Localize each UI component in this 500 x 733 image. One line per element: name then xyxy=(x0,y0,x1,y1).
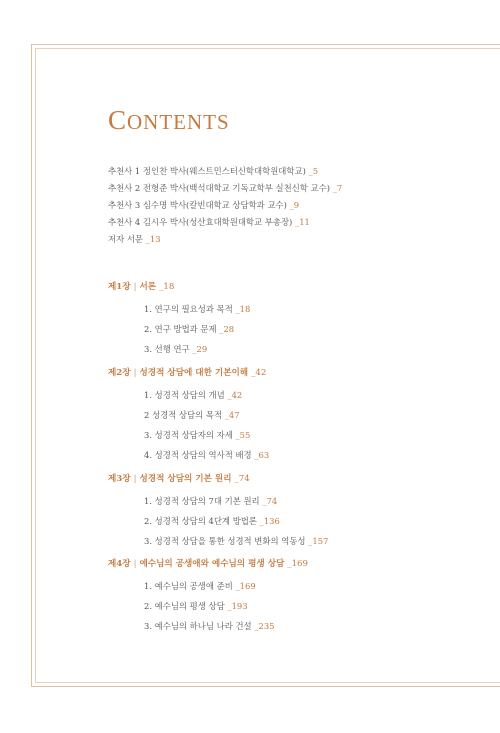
chapter-number: 제2장 xyxy=(108,368,131,378)
section-item[interactable] xyxy=(144,319,250,339)
chapter-heading[interactable] xyxy=(108,557,308,571)
front-matter-item[interactable] xyxy=(108,163,342,180)
chapter-heading[interactable] xyxy=(108,280,250,294)
section-label: 1. 연구의 필요성과 목적 xyxy=(144,304,233,314)
front-matter-label: 저자 서문 xyxy=(108,234,144,244)
section-item[interactable] xyxy=(144,616,308,636)
chapter-title: 예수님의 공생애와 예수님의 평생 상담 xyxy=(139,559,285,569)
page-number: _42 xyxy=(251,368,267,378)
section-label: 3. 선행 연구 xyxy=(144,344,190,354)
section-label: 1. 성경적 상담의 개념 xyxy=(144,390,225,400)
page-number: _18 xyxy=(159,282,175,292)
chapter-number: 제3장 xyxy=(108,474,131,484)
page-number: _157 xyxy=(308,536,329,546)
page-number: _235 xyxy=(254,621,275,631)
front-matter-label: 추천사 3 심수명 박사(칼빈대학교 상담학과 교수) xyxy=(108,200,287,210)
section-label: 3. 성경적 상담자의 자세 xyxy=(144,430,233,440)
front-matter-label: 추천사 4 김시우 박사(성산효대학원대학교 부총장) xyxy=(108,217,293,227)
section-item[interactable] xyxy=(144,511,328,531)
page-number: _11 xyxy=(295,217,310,227)
page-number: _55 xyxy=(235,430,251,440)
section-item[interactable] xyxy=(144,576,308,596)
chapter-number: 제4장 xyxy=(108,559,131,569)
section-label: 2 성경적 상담의 목적 xyxy=(144,410,223,420)
page-number: _18 xyxy=(235,304,251,314)
page-number: _7 xyxy=(332,183,343,193)
front-matter-label: 추천사 2 전형준 박사(백석대학교 기독교학부 실천신학 교수) xyxy=(108,183,331,193)
chapter-heading[interactable] xyxy=(108,472,328,486)
contents-title-rest: ONTENTS xyxy=(127,110,230,134)
contents-title-initial: C xyxy=(108,105,128,135)
chapter-separator: | xyxy=(133,282,137,292)
section-item[interactable] xyxy=(144,445,269,465)
section-label: 1. 성경적 상담의 7대 기본 원리 xyxy=(144,496,260,506)
contents-title xyxy=(108,102,230,134)
page-number: _63 xyxy=(254,450,270,460)
front-matter-label: 추천사 1 정인찬 박사(웨스트민스터신학대학원대학교) xyxy=(108,166,306,176)
section-label: 4. 성경적 상담의 역사적 배경 xyxy=(144,450,252,460)
section-item[interactable] xyxy=(144,491,328,511)
section-label: 3. 예수님의 하나님 나라 건설 xyxy=(144,621,252,631)
chapter-2 xyxy=(108,366,269,465)
chapter-separator: | xyxy=(133,474,137,484)
front-matter-list xyxy=(108,163,342,248)
page-number: _169 xyxy=(235,581,256,591)
section-label: 1. 예수님의 공생애 준비 xyxy=(144,581,233,591)
chapter-heading[interactable] xyxy=(108,366,269,380)
page-number: _74 xyxy=(262,496,278,506)
page-number: _9 xyxy=(289,200,300,210)
page-number: _5 xyxy=(308,166,319,176)
chapter-title: 성경적 상담에 대한 기본이해 xyxy=(139,368,249,378)
page-number: _74 xyxy=(234,474,250,484)
page-number: _136 xyxy=(259,516,280,526)
chapter-title: 성경적 상담의 기본 원리 xyxy=(139,474,232,484)
section-label: 2. 연구 방법과 문제 xyxy=(144,324,217,334)
page-number: _193 xyxy=(227,601,248,611)
section-label: 2. 예수님의 평생 상담 xyxy=(144,601,225,611)
section-item[interactable] xyxy=(144,596,308,616)
front-matter-item[interactable] xyxy=(108,214,342,231)
chapter-1 xyxy=(108,280,250,359)
section-label: 3. 성경적 상담을 통한 성경적 변화의 역동성 xyxy=(144,536,306,546)
section-label: 2. 성경적 상담의 4단계 방법론 xyxy=(144,516,257,526)
page-number: _28 xyxy=(219,324,235,334)
section-item[interactable] xyxy=(144,425,269,445)
page-number: _169 xyxy=(287,559,308,569)
front-matter-item[interactable] xyxy=(108,180,342,197)
page-number: _47 xyxy=(224,410,240,420)
section-item[interactable] xyxy=(144,385,269,405)
page-number: _42 xyxy=(227,390,243,400)
section-item[interactable] xyxy=(144,531,328,551)
chapter-separator: | xyxy=(133,559,137,569)
page-number: _13 xyxy=(145,234,161,244)
chapter-4 xyxy=(108,557,308,636)
chapter-separator: | xyxy=(133,368,137,378)
section-item[interactable] xyxy=(144,405,269,425)
chapter-number: 제1장 xyxy=(108,282,131,292)
front-matter-item[interactable] xyxy=(108,197,342,214)
page-number: _29 xyxy=(192,344,208,354)
chapter-title: 서론 xyxy=(139,282,157,292)
front-matter-item[interactable] xyxy=(108,231,342,248)
section-item[interactable] xyxy=(144,339,250,359)
section-item[interactable] xyxy=(144,299,250,319)
chapter-3 xyxy=(108,472,328,551)
